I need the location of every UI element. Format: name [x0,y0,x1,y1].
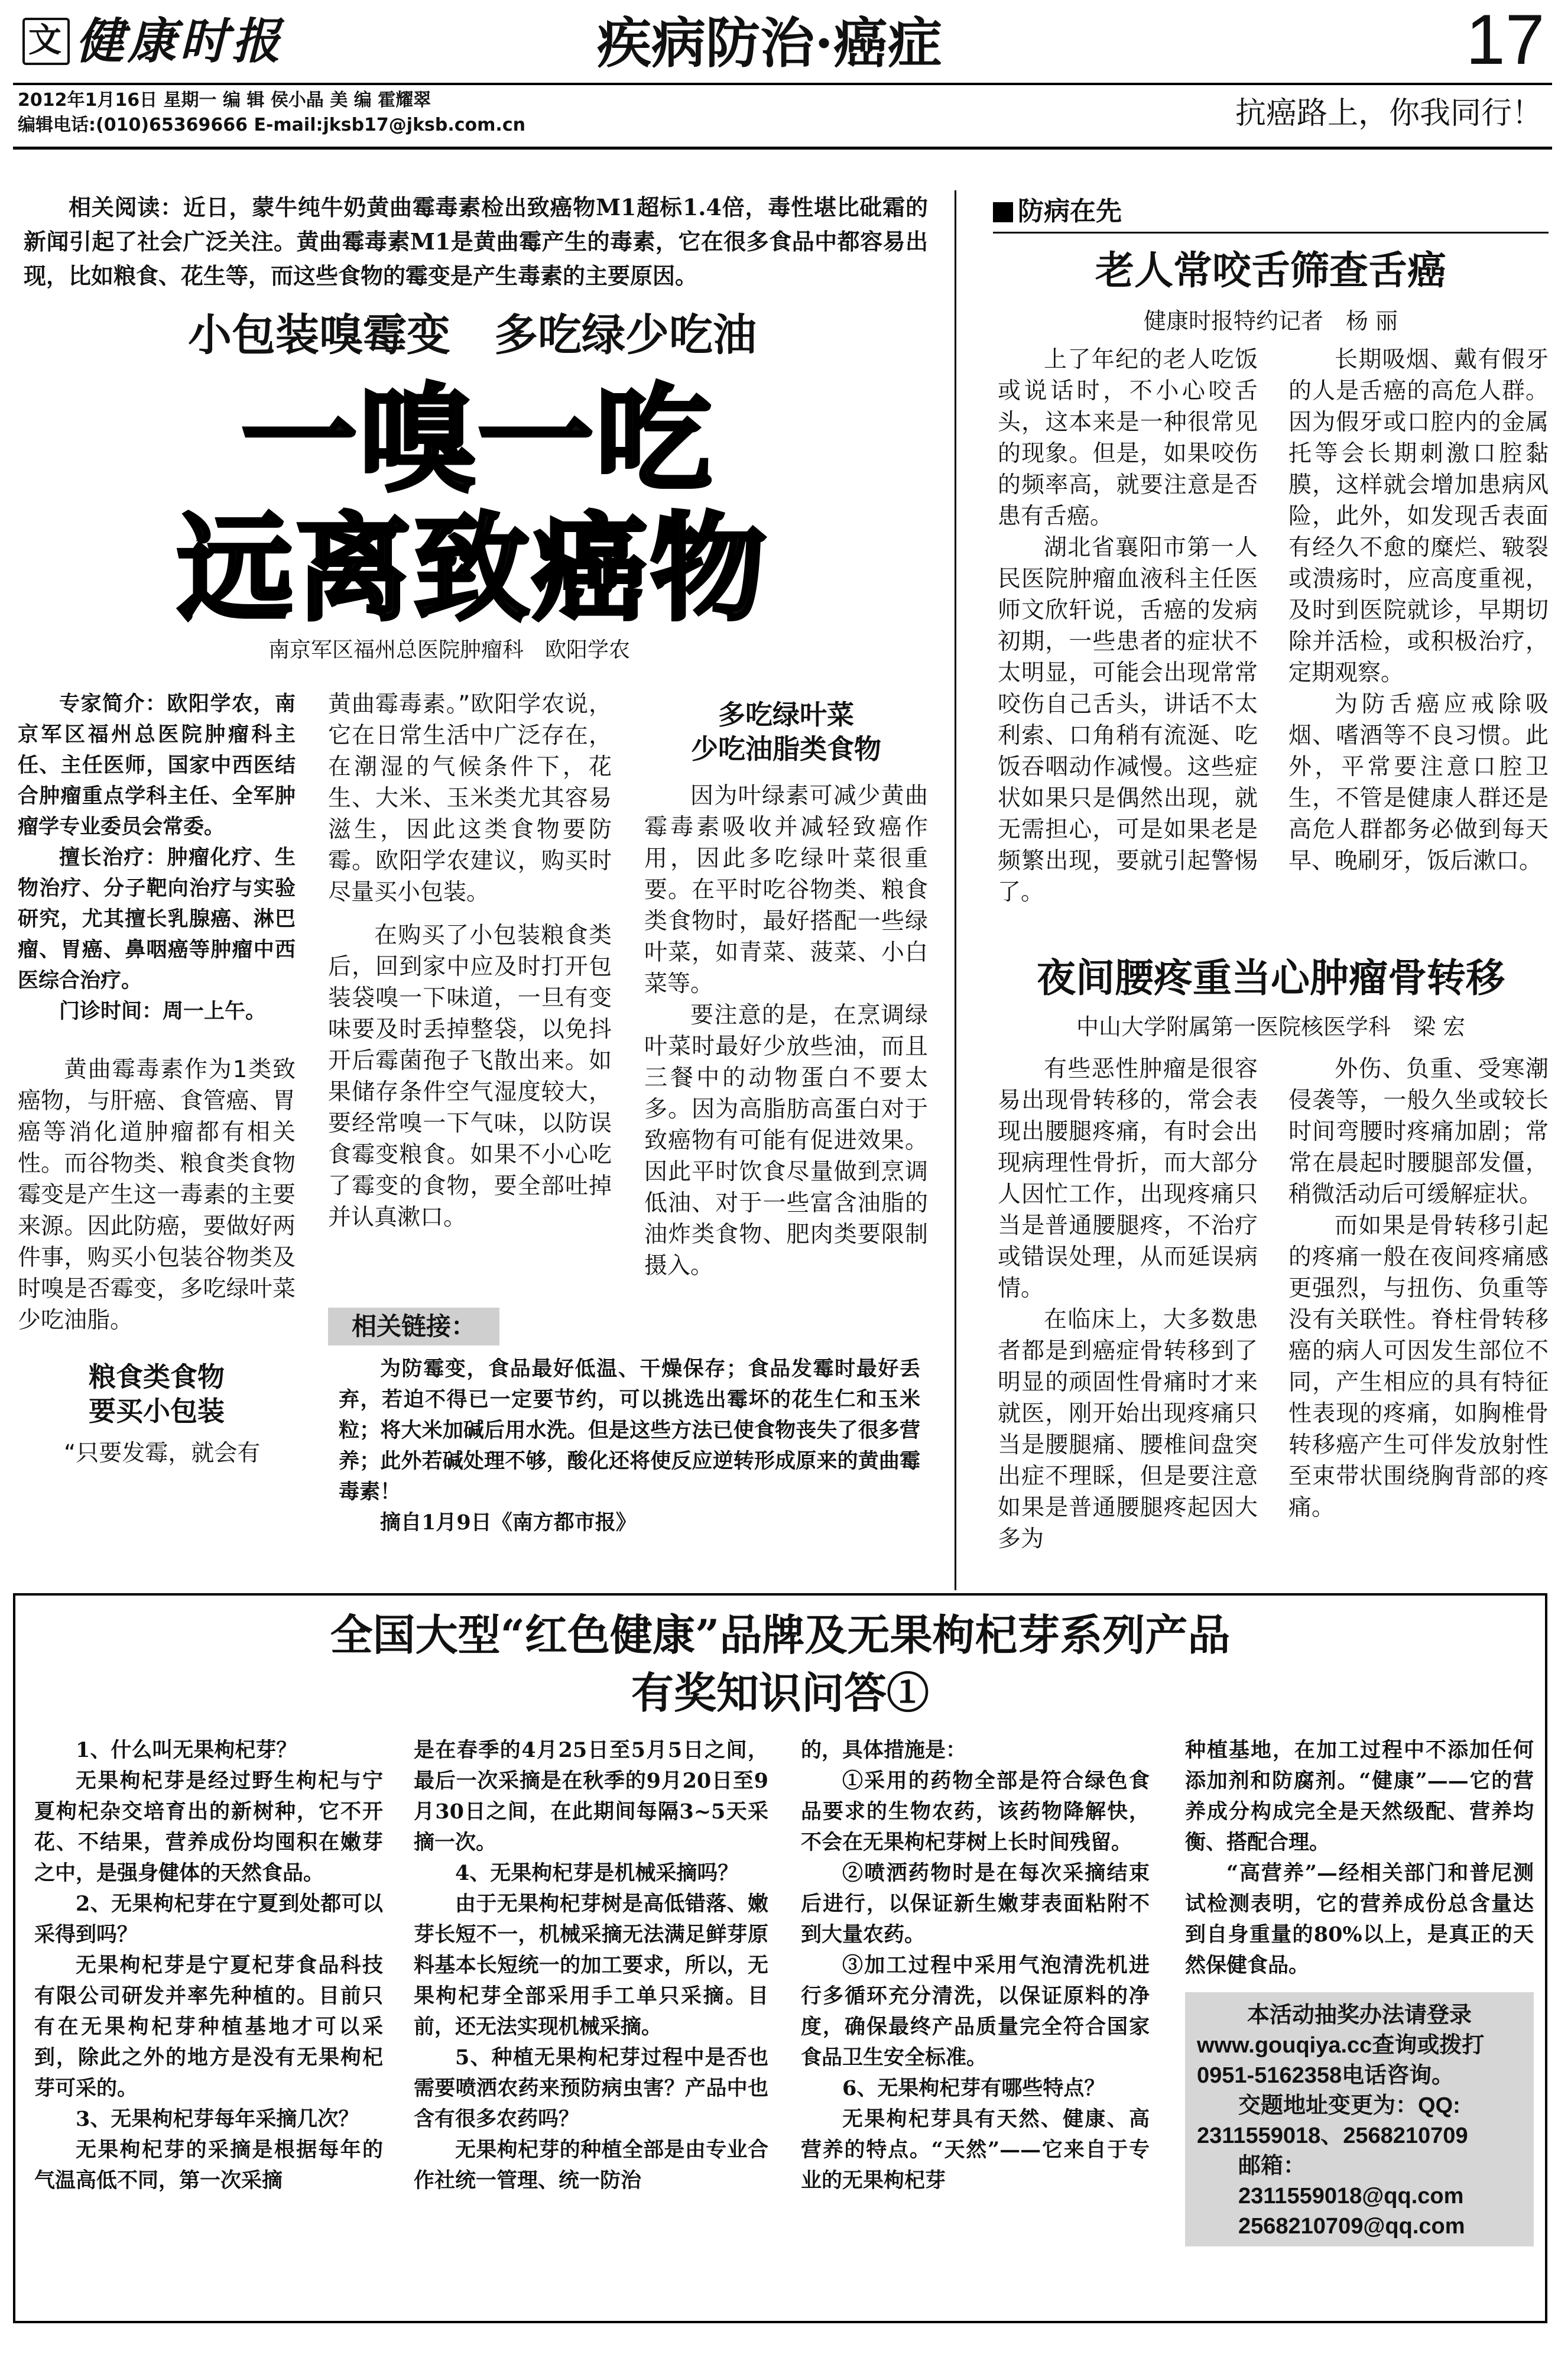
kicker: 小包装嗅霉变 多吃绿少吃油 [188,310,757,361]
subhead-grain-line-1: 粮食类食物 [89,1361,225,1393]
paper-name: 健康时报 [76,13,284,70]
ad-col-3 [801,1735,1150,2196]
left-col-3 [644,698,928,1282]
ad-question-1: 1、什么叫无果枸杞芽？ [76,1738,297,1762]
ad-answer-1: 无果枸杞芽是经过野生枸杞与宁夏枸杞杂交培育出的新树种，它不开花、不结果，营养成份均囤积在嫩芽之中，是强身健体的天然食品。 [34,1769,383,1885]
col1-paragraph-2: “只要发霉，就会有 [64,1440,261,1467]
ad-col-1 [34,1735,383,2196]
ad-col-4 [1185,1735,1534,1981]
subhead-grain [18,1360,296,1428]
subhead-greens-line-2: 少吃油脂类食物 [691,733,881,765]
section-title: 疾病防治·癌症 [597,11,943,75]
related-reading-label: 相关阅读： [69,194,183,221]
ad-contact-box [1185,1992,1534,2246]
article2-byline: 中山大学附属第一医院核医学科 梁 宏 [1076,1014,1466,1040]
expert-text: 欧阳学农，南京军区福州总医院肿瘤科主任、主任医师，国家中西医结合肿瘤重点学科主任、全军肿瘤学专业委员会常委。 [18,692,296,839]
article1-byline: 健康时报特约记者 杨 丽 [1143,308,1398,334]
date-line: 2012年1月16日 星期一 编 辑 侯小晶 美 编 霍耀翠 [18,90,431,111]
ad-question-2: 2、无果枸杞芽在宁夏到处都可以采得到吗？ [34,1892,383,1947]
ad-title-line-2: 有奖知识问答① [631,1668,929,1718]
article1-col-2 [1288,344,1549,877]
related-link-source: 摘自1月9日《南方都市报》 [380,1510,637,1535]
section-rule [993,232,1549,234]
left-col-2 [328,689,612,1233]
contact-line-6: 邮箱： [1238,2154,1306,2178]
ad-question-4: 4、无果枸杞芽是机械采摘吗？ [455,1861,739,1885]
article1-col-1 [998,344,1258,908]
a1-col2-paragraph-2: 为防舌癌应戒除吸烟、嗜酒等不良习惯。此外，平常要注意口腔卫生，不管是健康人群还是高危人群都务必做到每天早、晚刷牙，饭后漱口。 [1288,691,1549,874]
logo [22,18,70,65]
ad-answer-3b: 是在春季的4月25日至5月5日之间，最后一次采摘是在秋季的9月20日至9月30日之间，在此期间每隔3~5天采摘一次。 [414,1738,768,1854]
related-link-body [328,1354,931,1538]
col3-body [644,780,928,1282]
ad-question-5: 5、种植无果枸杞芽过程中是否也需要喷洒农药来预防病虫害？产品中也含有很多农药吗？ [414,2045,768,2131]
headline-1: 一嗅一吃 [241,373,715,508]
phone-line: 编辑电话:(010)65369666 E-mail:jksb17@jksb.com.cn [18,115,525,135]
article2-col-2 [1288,1053,1549,1523]
expert-bio [18,689,296,1027]
contact-email-2[interactable]: 2568210709@qq.com [1238,2214,1465,2239]
ad-answer-5-measure-3: ③加工过程中采用气泡清洗机进行多循环充分清洗，以保证原料的净度，确保最终产品质量完全符合国家食品卫生安全标准。 [801,1953,1150,2070]
ad-question-6: 6、无果枸杞芽有哪些特点？ [842,2076,1105,2100]
logo-glyph: 文 [28,21,61,60]
ad-answer-5-measure-1: ①采用的药物全部是符合绿色食品要求的生物农药，该药物降解快，不会在无果枸杞芽树上长时间残留。 [801,1769,1150,1854]
page-number: 17 [1466,0,1545,79]
ad-answer-5-measure-2: ②喷洒药物时是在每次采摘结束后进行，以保证新生嫩芽表面粘附不到大量农药。 [801,1861,1150,1947]
headline-2: 远离致癌物 [177,502,769,637]
expert-label: 专家简介： [59,692,167,716]
subhead-greens [644,698,928,766]
specialty-label: 擅长治疗： [59,845,167,870]
col1-paragraph-1: 黄曲霉毒素作为1类致癌物，与肝癌、食管癌、胃癌等消化道肿瘤都有相关性。而谷物类、粮食类食物霉变是产生这一毒素的主要来源。因此防癌，要做好两件事，购买小包装谷物类及时嗅是否霉变，多吃绿叶菜少吃油脂。 [18,1056,296,1334]
clinic-text: 周一上午。 [163,999,267,1023]
col1-body-2 [18,1438,296,1469]
ad-answer-6c: “高营养”—经相关部门和普尼测试检测表明，它的营养成份总含量达到自身重量的80%以上，是真正的天然保健食品。 [1185,1861,1534,1977]
a1-col1-paragraph-2: 湖北省襄阳市第一人民医院肿瘤血液科主任医师文欣轩说，舌癌的发病初期，一些患者的症状不太明显，可能会出现常常咬伤自己舌头，讲话不太利索、口角稍有流涎、吃饭吞咽动作减慢。这些症状如果只是偶然出现，就无需担心，可是如果老是频繁出现，要就引起警惕了。 [998,534,1258,906]
contact-email-1[interactable]: 2311559018@qq.com [1238,2184,1464,2209]
a2-col2-paragraph-2: 而如果是骨转移引起的疼痛一般在夜间疼痛感更强烈，与扭伤、负重等没有关联性。脊柱骨转移癌的病人可因发生部位不同，产生相应的具有特征性表现的疼痛，如胸椎骨转移癌产生可伴发放射性至束带状围绕胸背部的疼痛。 [1288,1212,1549,1521]
a1-col2-paragraph-1: 长期吸烟、戴有假牙的人是舌癌的高危人群。因为假牙或口腔内的金属托等会长期刺激口腔黏膜，这样就会增加患病风险，此外，如发现舌表面有经久不愈的糜烂、皲裂或溃疡时，应高度重视，及时到医院就诊，早期切除并活检，或积极治疗，定期观察。 [1288,346,1549,686]
ad-answer-6a: 无果枸杞芽具有天然、健康、高营养的特点。“天然”——它来自于专业的无果枸杞芽 [801,2107,1150,2193]
subhead-grain-line-2: 要买小包装 [89,1395,225,1427]
ad-answer-4: 由于无果枸杞芽树是高低错落、嫩芽长短不一，机械采摘无法满足鲜芽原料基本长短统一的加工要求，所以，无果枸杞芽全部采用手工单只采摘。目前，还无法实现机械采摘。 [414,1892,768,2039]
section-label-text: 防病在先 [1018,196,1122,226]
clinic-label: 门诊时间： [59,999,163,1023]
left-col-1 [18,689,296,1469]
masthead-rule-bottom [13,147,1552,150]
column-divider [955,190,956,1590]
subhead-greens-line-1: 多吃绿叶菜 [718,699,854,731]
ad-title-line-1: 全国大型“红色健康”品牌及无果枸杞芽系列产品 [330,1610,1231,1660]
ad-col-2 [414,1735,768,2196]
ad-answer-2: 无果枸杞芽是宁夏杞芽食品科技有限公司研发并率先种植的。目前只有在无果枸杞芽种植基地才可以采到，除此之外的地方是没有无果枸杞芽可采的。 [34,1953,383,2100]
slogan: 抗癌路上，你我同行！ [1235,96,1543,131]
related-link-box [328,1308,931,1538]
a1-col1-paragraph-1: 上了年纪的老人吃饭或说话时，不小心咬舌头，这本来是一种很常见的现象。但是，如果咬伤的频率高，就要注意是否患有舌癌。 [998,346,1258,530]
contact-phone: 0951-5162358电话咨询。 [1197,2063,1455,2088]
ad-answer-5b: 的，具体措施是： [801,1738,967,1762]
related-reading-text: 近日，蒙牛纯牛奶黄曲霉毒素检出致癌物M1超标1.4倍，毒性堪比砒霜的新闻引起了社会广泛关注。黄曲霉毒素M1是黄曲霉产生的毒素，它在很多食品中都容易出现，比如粮食、花生等，而这些食物的霉变是产生毒素的主要原因。 [24,194,928,289]
a2-col1-paragraph-1: 有些恶性肿瘤是很容易出现骨转移的，常会表现出腰腿疼痛，有时会出现病理性骨折，而大部分人因忙工作，出现疼痛只当是普通腰腿疼，不治疗或错误处理，从而延误病情。 [998,1056,1258,1302]
byline: 南京军区福州总医院肿瘤科 欧阳学农 [268,638,631,662]
specialty-text: 肿瘤化疗、生物治疗、分子靶向治疗与实验研究，尤其擅长乳腺癌、淋巴瘤、胃癌、鼻咽癌等肿瘤中西医综合治疗。 [18,845,296,993]
ad-answer-3a: 无果枸杞芽的采摘是根据每年的气温高低不同，第一次采摘 [34,2138,383,2193]
article1-title: 老人常咬舌筛查舌癌 [1095,248,1446,293]
contact-qq: 2311559018、2568210709 [1197,2123,1468,2148]
masthead [0,0,1558,154]
article2-title: 夜间腰疼重当心肿瘤骨转移 [1037,955,1505,1001]
col2-paragraph-1: 黄曲霉毒素。”欧阳学农说，它在日常生活中广泛存在，在潮湿的气候条件下，花生、大米、玉米类尤其容易滋生，因此这类食物要防霉。欧阳学农建议，购买时尽量买小包装。 [328,691,612,906]
article2-col-1 [998,1053,1258,1555]
related-reading [24,190,928,293]
col1-body [18,1054,296,1336]
section-label [993,195,1122,228]
col2-paragraph-2: 在购买了小包装粮食类后，回到家中应及时打开包装袋嗅一下味道，一旦有变味要及时丢掉整袋，以免抖开后霉菌孢子飞散出来。如果储存条件空气湿度较大，要经常嗅一下气味，以防误食霉变粮食。如果不小心吃了霉变的食物，要全部吐掉并认真漱口。 [328,922,612,1231]
col3-paragraph-2: 要注意的是，在烹调绿叶菜时最好少放些油，而且三餐中的动物蛋白不要太多。因为高脂肪高蛋白对于致癌物有可能有促进效果。因此平时饮食尽量做到烹调低油、对于一些富含油脂的油炸类食物、肥肉类要限制摄入。 [644,1002,928,1279]
ad-answer-5a: 无果枸杞芽的种植全部是由专业合作社统一管理、统一防治 [414,2138,768,2193]
contact-website[interactable]: www.gouqiya.cc查询或拨打 [1197,2033,1485,2058]
col3-paragraph-1: 因为叶绿素可减少黄曲霉毒素吸收并减轻致癌作用，因此多吃绿叶菜很重要。在平时吃谷物类、粮食类食物时，最好搭配一些绿叶菜，如青菜、菠菜、小白菜等。 [644,783,928,997]
contact-line-4: 交题地址变更为：QQ: [1238,2093,1460,2118]
contact-line-1: 本活动抽奖办法请登录 [1247,2003,1472,2028]
ad-answer-6b: 种植基地，在加工过程中不添加任何添加剂和防腐剂。“健康”——它的营养成分构成完全是天然级配、营养均衡、搭配合理。 [1185,1738,1534,1854]
masthead-rule [13,83,1552,85]
square-bullet-icon [993,202,1013,222]
ad-question-3: 3、无果枸杞芽每年采摘几次？ [76,2107,359,2131]
a2-col1-paragraph-2: 在临床上，大多数患者都是到癌症骨转移到了明显的顽固性骨痛时才来就医，刚开始出现疼痛只当是腰腿痛、腰椎间盘突出症不理睬，但是要注意如果是普通腰腿疼起因大多为 [998,1306,1258,1552]
related-link-text: 为防霉变，食品最好低温、干燥保存；食品发霉时最好丢弃，若迫不得已一定要节约，可以挑选出霉坏的花生仁和玉米粒；将大米加碱后用水洗。但是这些方法已使食物丧失了很多营养；此外若碱处理不够，酸化还将使反应逆转形成原来的黄曲霉毒素！ [339,1357,920,1504]
a2-col2-paragraph-1: 外伤、负重、受寒潮侵袭等，一般久坐或较长时间弯腰时疼痛加剧；常常在晨起时腰腿部发僵，稍微活动后可缓解症状。 [1288,1056,1549,1208]
related-link-label: 相关链接： [328,1308,499,1345]
